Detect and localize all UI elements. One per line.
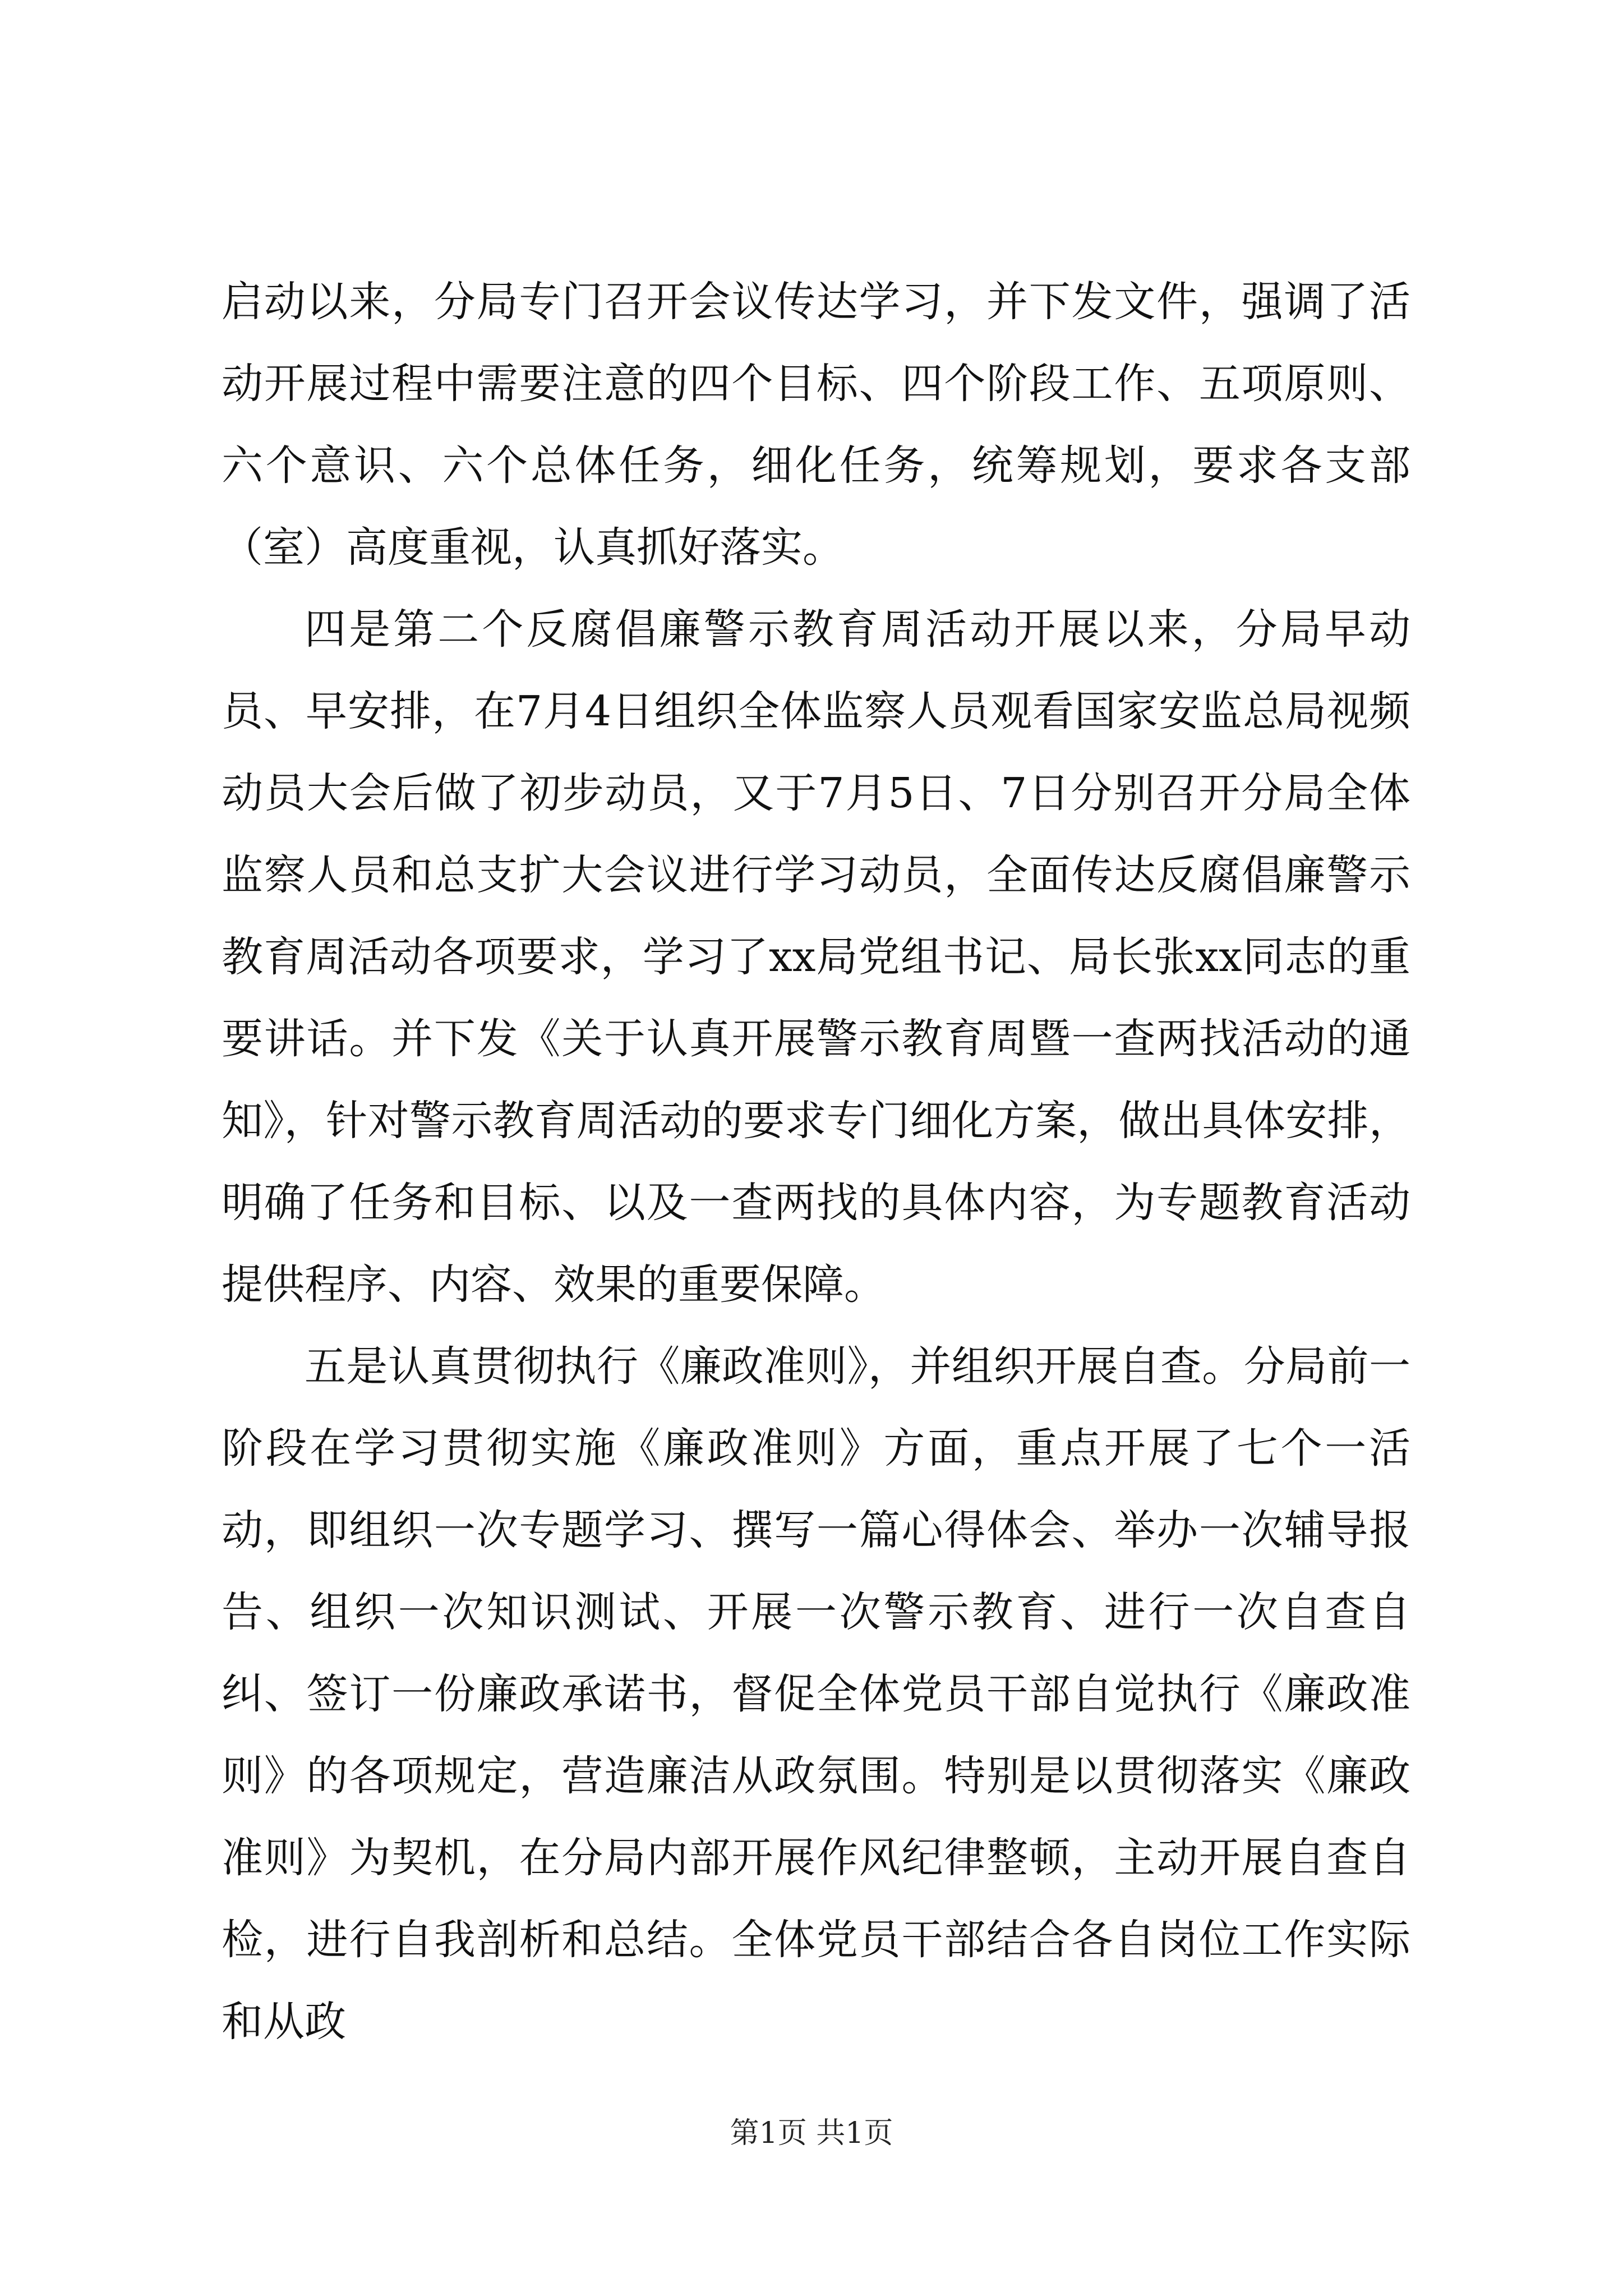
- page-footer: 第1页 共1页: [730, 2116, 893, 2150]
- paragraph-item-five: 五是认真贯彻执行《廉政准则》，并组织开展自查。分局前一阶段在学习贯彻实施《廉政准则》方面，重点开展了七个一活动，即组织一次专题学习、撰写一篇心得体会、举办一次辅导报告、组织一次知识测试、开展一次警示教育、进行一次自查自纠、签订一份廉政承诺书，督促全体党员干部自觉执行《廉政准则》的各项规定，营造廉洁从政氛围。特别是以贯彻落实《廉政准则》为契机，在分局内部开展作风纪律整顿，主动开展自查自检，进行自我剖析和总结。全体党员干部结合各自岗位工作实际和从政: [222, 1342, 1410, 2046]
- document-body: [222, 261, 1410, 2063]
- paragraph-item-four: 四是第二个反腐倡廉警示教育周活动开展以来，分局早动员、早安排，在7月4日组织全体监察人员观看国家安监总局视频动员大会后做了初步动员，又于7月5日、7日分别召开分局全体监察人员和总支扩大会议进行学习动员，全面传达反腐倡廉警示教育周活动各项要求，学习了xx局党组书记、局长张xx同志的重要讲话。并下发《关于认真开展警示教育周暨一查两找活动的通知》，针对警示教育周活动的要求专门细化方案，做出具体安排，明确了任务和目标、以及一查两找的具体内容，为专题教育活动提供程序、内容、效果的重要保障。: [222, 605, 1410, 1309]
- paragraph-continuation: 启动以来，分局专门召开会议传达学习，并下发文件，强调了活动开展过程中需要注意的四个目标、四个阶段工作、五项原则、六个意识、六个总体任务，细化任务，统筹规划，要求各支部（室）高度重视，认真抓好落实。: [222, 278, 1410, 572]
